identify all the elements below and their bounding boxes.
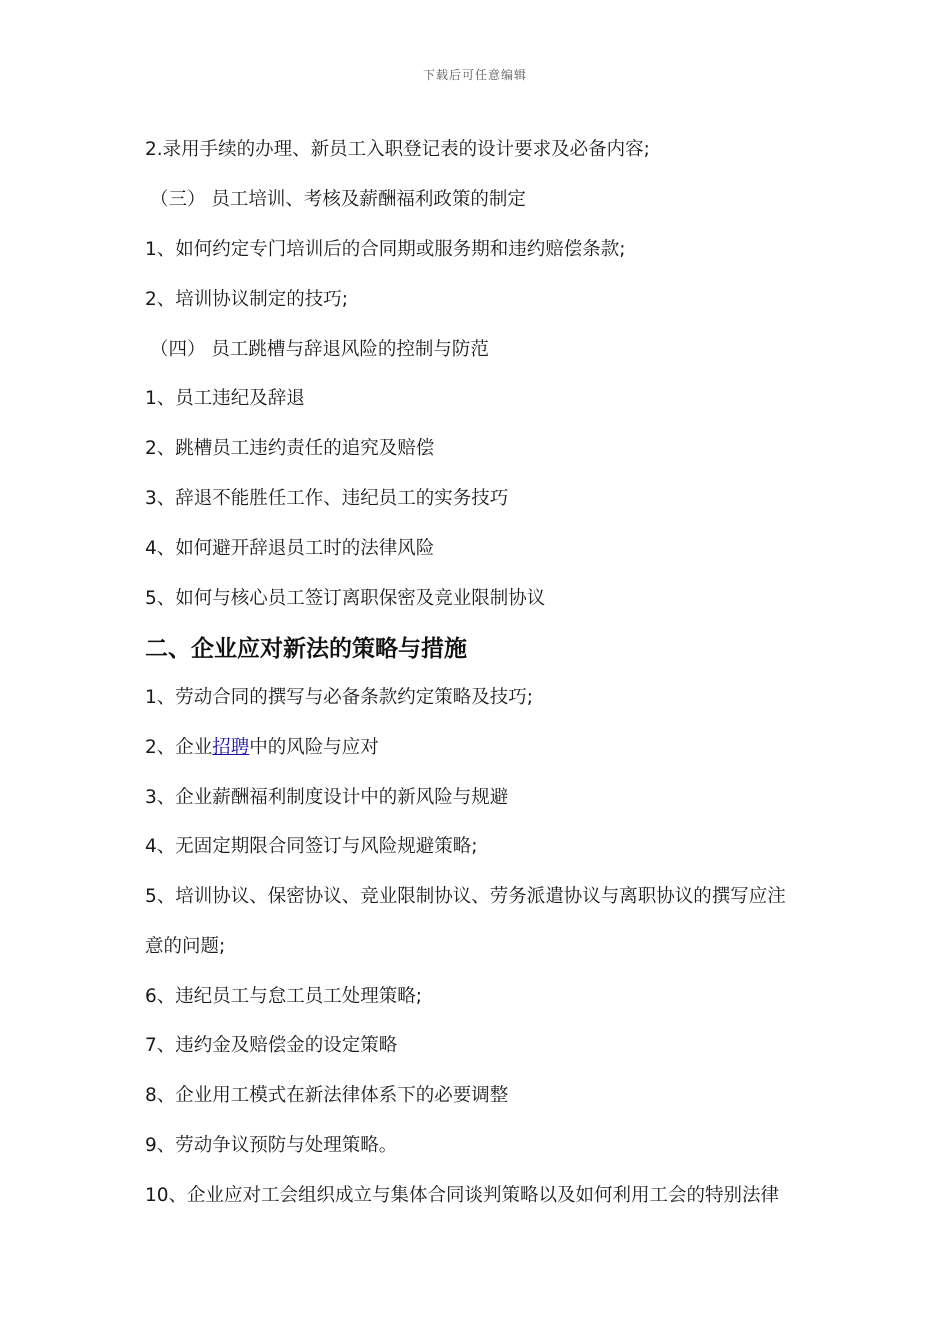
list-item: 10、企业应对工会组织成立与集体合同谈判策略以及如何利用工会的特别法律 [145,1185,780,1206]
header-note: 下载后可任意编辑 [422,68,527,82]
list-item: 6、违纪员工与怠工员工处理策略; [145,986,423,1007]
list-item: 1、劳动合同的撰写与必备条款约定策略及技巧; [145,687,534,708]
section-heading: 二、企业应对新法的策略与措施 [145,636,467,662]
subsection-title: （三） 员工培训、考核及薪酬福利政策的制定 [150,189,526,210]
list-item: 1、如何约定专门培训后的合同期或服务期和违约赔偿条款; [145,239,626,260]
list-item-prefix: 2、企业 [145,737,213,758]
list-item: 2、跳槽员工违约责任的追究及赔偿 [145,438,435,459]
list-item: 3、企业薪酬福利制度设计中的新风险与规避 [145,787,509,808]
list-item: 2、培训协议制定的技巧; [145,289,349,310]
list-item: 4、如何避开辞退员工时的法律风险 [145,538,435,559]
list-item: 4、无固定期限合同签订与风险规避策略; [145,836,478,857]
list-item-suffix: 中的风险与应对 [249,737,379,758]
list-item: 2.录用手续的办理、新员工入职登记表的设计要求及必备内容; [145,139,650,160]
subsection-title: （四） 员工跳槽与辞退风险的控制与防范 [150,339,489,360]
recruitment-link[interactable]: 招聘 [212,737,250,758]
list-item: 3、辞退不能胜任工作、违纪员工的实务技巧 [145,488,509,509]
list-item: 9、劳动争议预防与处理策略。 [145,1135,398,1156]
list-item: 1、员工违纪及辞退 [145,388,305,409]
list-item: 5、如何与核心员工签订离职保密及竞业限制协议 [145,588,546,609]
list-item: 7、违约金及赔偿金的设定策略 [145,1035,398,1056]
list-item-continuation: 意的问题; [145,936,226,957]
list-item: 8、企业用工模式在新法律体系下的必要调整 [145,1085,509,1106]
list-item: 5、培训协议、保密协议、竞业限制协议、劳务派遣协议与离职协议的撰写应注 [145,886,786,907]
list-item [145,736,379,760]
